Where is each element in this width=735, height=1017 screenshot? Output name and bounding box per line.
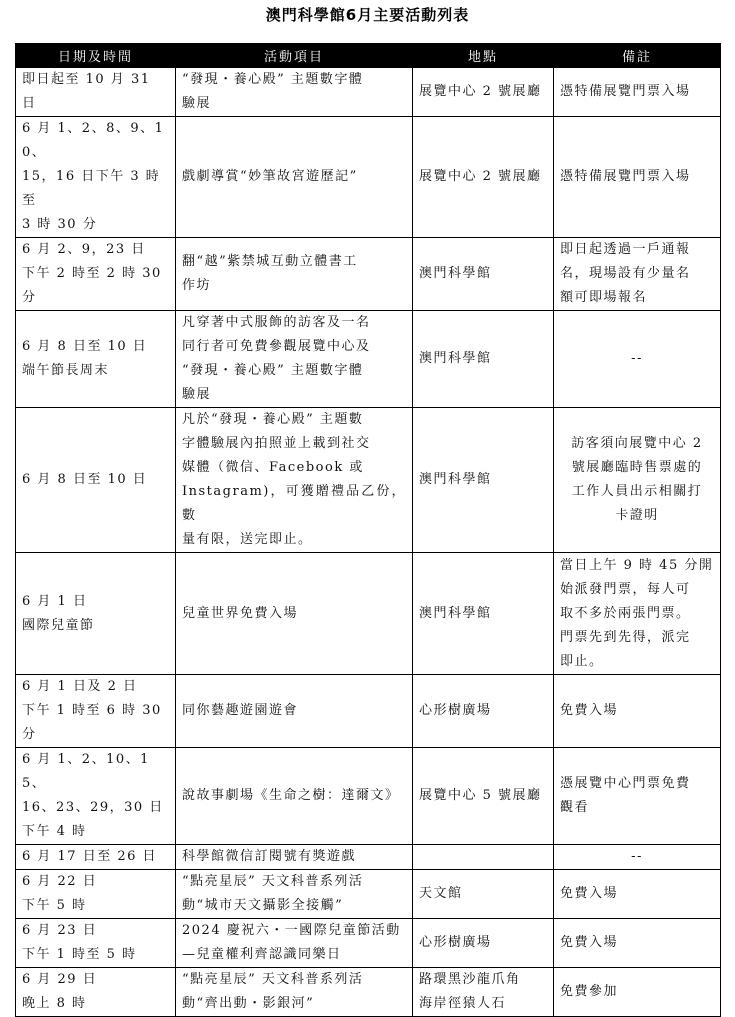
cell-remarks <box>554 675 721 748</box>
cell-activity-line: 驗展 <box>182 387 212 402</box>
cell-location <box>413 117 554 238</box>
cell-activity <box>176 311 413 408</box>
cell-remarks <box>554 408 721 553</box>
cell-activity <box>176 748 413 845</box>
page-title: 澳門科學館6月主要活動列表 <box>265 6 470 24</box>
cell-activity <box>176 968 413 1017</box>
cell-activity-line: 量有限，送完即止。 <box>182 532 313 547</box>
cell-remarks-line: 憑特備展覽門票入場 <box>560 84 691 99</box>
cell-location <box>413 553 554 675</box>
cell-date-time-line: 下午 4 時 <box>22 824 87 839</box>
cell-date-time-line: 下午 1 時至 6 時 30 分 <box>22 703 162 742</box>
cell-remarks <box>554 870 721 919</box>
cell-location <box>413 870 554 919</box>
table-row <box>16 311 721 408</box>
cell-activity-line: “點亮星辰” 天文科普系列活 <box>182 972 364 987</box>
cell-remarks-line: 免費入場 <box>560 703 619 718</box>
cell-remarks-line: 號展廳臨時售票處的 <box>571 460 703 475</box>
cell-remarks <box>554 748 721 845</box>
cell-date-time-line: 6 月 23 日 <box>22 923 98 938</box>
cell-date-time <box>16 845 176 870</box>
cell-remarks <box>554 968 721 1017</box>
cell-activity-line: “發現・養心殿” 主題數字體 <box>182 363 364 378</box>
cell-date-time <box>16 919 176 968</box>
cell-remarks <box>554 68 721 117</box>
header-date-time: 日期及時間 <box>16 44 176 68</box>
cell-remarks-line: 當日上午 9 時 45 分開 <box>560 557 714 573</box>
header-activity: 活動項目 <box>176 44 413 68</box>
cell-remarks <box>554 311 721 408</box>
cell-location <box>413 675 554 748</box>
cell-date-time-line: 6 月 2、9，23 日 <box>22 242 146 257</box>
cell-date-time <box>16 238 176 311</box>
cell-activity <box>176 117 413 238</box>
cell-location-line: 澳門科學館 <box>419 472 492 487</box>
cell-date-time-line: 6 月 22 日 <box>22 874 98 889</box>
cell-remarks <box>554 117 721 238</box>
cell-activity <box>176 553 413 675</box>
cell-activity <box>176 68 413 117</box>
cell-remarks-line: 門票先到先得，派完 <box>560 629 691 645</box>
cell-activity-line: “發現・養心殿” 主題數字體 <box>182 72 364 87</box>
cell-location <box>413 238 554 311</box>
cell-activity-line: 動“齊出動・影銀河” <box>182 996 315 1011</box>
cell-remarks-line: 工作人員出示相關打 <box>571 484 703 499</box>
cell-date-time-line: 下午 1 時至 5 時 <box>22 947 137 962</box>
table-row <box>16 748 721 845</box>
cell-remarks <box>554 919 721 968</box>
table-row <box>16 675 721 748</box>
cell-activity <box>176 870 413 919</box>
cell-remarks-line: 免費入場 <box>560 886 619 901</box>
events-table <box>15 43 721 1017</box>
cell-activity-line: “點亮星辰” 天文科普系列活 <box>182 874 364 889</box>
cell-date-time <box>16 117 176 238</box>
cell-date-time <box>16 675 176 748</box>
cell-activity-line: Instagram)，可獲贈禮品乙份，數 <box>182 484 406 523</box>
table-row <box>16 968 721 1017</box>
cell-activity-line: 說故事劇場《生命之樹：達爾文》 <box>182 788 400 803</box>
cell-activity-line: 動“城市天文攝影全接觸” <box>182 898 344 913</box>
cell-activity-line: 戲劇導賞“妙筆故宮遊歷記” <box>182 169 358 184</box>
cell-activity-line: 凡穿著中式服飾的訪客及一名 <box>182 315 371 330</box>
cell-location-line: 展覽中心 2 號展廳 <box>419 169 542 184</box>
cell-date-time <box>16 553 176 675</box>
cell-location <box>413 408 554 553</box>
cell-location-line: 心形樹廣場 <box>419 703 492 718</box>
cell-remarks <box>554 845 721 870</box>
cell-activity <box>176 238 413 311</box>
cell-remarks <box>554 238 721 311</box>
cell-location-line: 澳門科學館 <box>419 351 492 366</box>
cell-date-time-line: 6 月 8 日至 10 日 <box>22 339 148 354</box>
cell-location-line: 路環黑沙龍爪角 <box>419 972 521 987</box>
cell-date-time-line: 6 月 1、2、10、15、 <box>22 752 150 791</box>
cell-date-time <box>16 311 176 408</box>
cell-activity-line: 字體驗展內拍照並上載到社交 <box>182 436 371 451</box>
cell-activity-line: 2024 慶祝六・一國際兒童節活動 <box>182 923 401 938</box>
table-row <box>16 870 721 919</box>
cell-activity <box>176 408 413 553</box>
cell-date-time-line: 端午節長周末 <box>22 363 110 378</box>
cell-remarks-line: 即日起透過一戶通報 <box>560 242 691 257</box>
cell-remarks-line: -- <box>631 849 643 864</box>
header-remarks: 備註 <box>554 44 721 68</box>
table-row <box>16 408 721 553</box>
cell-date-time <box>16 968 176 1017</box>
cell-remarks-line: -- <box>631 351 643 366</box>
cell-location <box>413 748 554 845</box>
cell-location <box>413 919 554 968</box>
cell-remarks-line: 取不多於兩張門票。 <box>560 605 691 621</box>
table-row <box>16 845 721 870</box>
table-row <box>16 553 721 675</box>
cell-location <box>413 68 554 117</box>
cell-activity-line: 同你藝趣遊園遊會 <box>182 703 299 718</box>
table-row <box>16 68 721 117</box>
cell-remarks-line: 免費入場 <box>560 935 619 950</box>
cell-location-line: 澳門科學館 <box>419 266 492 281</box>
cell-date-time <box>16 870 176 919</box>
cell-activity-line: 驗展 <box>182 96 212 111</box>
table-header-row <box>16 44 721 68</box>
cell-activity-line: 凡於“發現・養心殿” 主題數 <box>182 412 364 427</box>
cell-location-line: 心形樹廣場 <box>419 935 492 950</box>
cell-date-time-line: 6 月 29 日 <box>22 972 98 987</box>
cell-date-time <box>16 748 176 845</box>
cell-location-line: 展覽中心 2 號展廳 <box>419 84 542 99</box>
cell-location-line: 天文館 <box>419 886 463 901</box>
cell-location <box>413 845 554 870</box>
cell-remarks-line: 名，現場設有少量名 <box>560 266 691 281</box>
cell-activity <box>176 919 413 968</box>
table-row <box>16 919 721 968</box>
cell-location <box>413 311 554 408</box>
cell-activity-line: 科學館微信訂閱號有獎遊戲 <box>182 849 357 864</box>
cell-remarks-line: 訪客須向展覽中心 2 <box>571 436 703 451</box>
cell-remarks-line: 憑展覽中心門票免費 <box>560 776 691 791</box>
cell-location-line: 海岸徑猿人石 <box>419 996 507 1011</box>
cell-activity-line: 媒體（微信、Facebook 或 <box>182 460 364 475</box>
cell-date-time-line: 即日起至 10 月 31 日 <box>22 72 151 111</box>
cell-date-time-line: 16、23、29，30 日 <box>22 800 164 815</box>
cell-date-time-line: 6 月 8 日至 10 日 <box>22 472 148 487</box>
cell-activity-line: 兒童世界免費入場 <box>182 605 299 621</box>
cell-remarks-line: 額可即場報名 <box>560 290 648 305</box>
cell-date-time-line: 6 月 1 日 <box>22 593 88 609</box>
cell-date-time-line: 6 月 1、2、8、9、10、 <box>22 121 165 160</box>
table-row <box>16 117 721 238</box>
cell-activity-line: 同行者可免費參觀展覽中心及 <box>182 339 371 354</box>
cell-date-time-line: 6 月 1 日及 2 日 <box>22 679 138 694</box>
cell-activity <box>176 675 413 748</box>
cell-activity-line: —兒童權利齊認識同樂日 <box>182 947 342 962</box>
cell-date-time-line: 15，16 日下午 3 時至 <box>22 169 161 208</box>
cell-activity-line: 翻“越”紫禁城互動立體書工 <box>182 254 358 269</box>
cell-date-time <box>16 408 176 553</box>
cell-date-time-line: 晚上 8 時 <box>22 996 87 1011</box>
cell-remarks-line: 憑特備展覽門票入場 <box>560 169 691 184</box>
cell-date-time-line: 下午 2 時至 2 時 30 分 <box>22 266 162 305</box>
cell-location <box>413 968 554 1017</box>
cell-location-line: 展覽中心 5 號展廳 <box>419 788 542 803</box>
cell-date-time-line: 3 時 30 分 <box>22 217 98 232</box>
cell-remarks-line: 即止。 <box>560 653 604 669</box>
cell-remarks <box>554 553 721 675</box>
cell-remarks-line: 觀看 <box>560 800 590 815</box>
cell-date-time <box>16 68 176 117</box>
cell-remarks-line: 始派發門票，每人可 <box>560 581 691 597</box>
header-location: 地點 <box>413 44 554 68</box>
table-row <box>16 238 721 311</box>
cell-remarks-line: 卡證明 <box>615 508 659 523</box>
cell-activity <box>176 845 413 870</box>
cell-location-line: 澳門科學館 <box>419 605 492 621</box>
cell-date-time-line: 6 月 17 日至 26 日 <box>22 849 158 864</box>
cell-date-time-line: 國際兒童節 <box>22 617 95 633</box>
cell-remarks-line: 免費參加 <box>560 984 619 999</box>
cell-date-time-line: 下午 5 時 <box>22 898 87 913</box>
cell-activity-line: 作坊 <box>182 278 212 293</box>
table-body <box>16 68 721 1017</box>
